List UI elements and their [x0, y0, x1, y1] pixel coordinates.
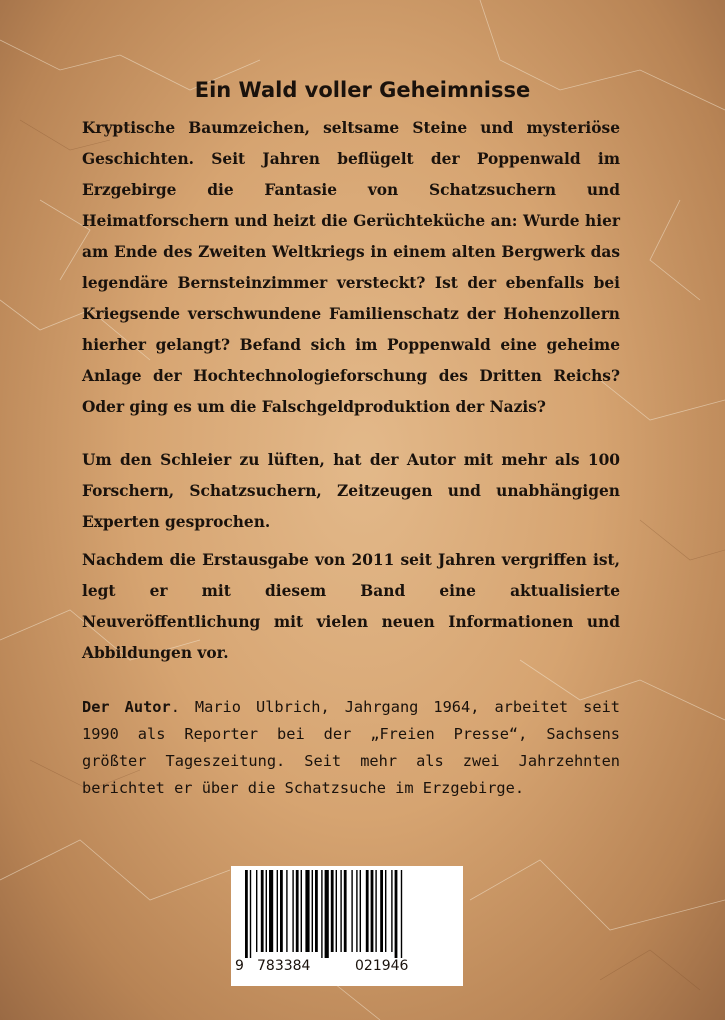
barcode-bar	[286, 870, 287, 952]
barcode-bar	[301, 870, 302, 952]
barcode-bar	[336, 870, 337, 952]
barcode-bar	[312, 870, 313, 952]
isbn-barcode	[231, 866, 463, 986]
barcode-bar	[269, 870, 273, 952]
barcode-bar	[245, 870, 248, 958]
barcode-bar	[277, 870, 278, 952]
barcode-bar	[344, 870, 347, 952]
barcode-bar	[305, 870, 309, 952]
barcode-left-group: 783384	[257, 958, 311, 974]
barcode-bar	[366, 870, 369, 952]
barcode-bar	[401, 870, 402, 958]
barcode-bar	[296, 870, 299, 952]
barcode-bar	[351, 870, 352, 952]
blurb-paragraph-2: Um den Schleier zu lüften, hat der Autor mit mehr als 100 Forschern, Schatzsuchern, Zeitzeugen und unabhängigen Experten gesprochen.	[82, 451, 620, 531]
barcode-bar	[360, 870, 361, 952]
barcode-bar	[375, 870, 376, 952]
barcode-bar	[340, 870, 341, 952]
barcode-bar	[385, 870, 386, 952]
barcode-bar	[331, 870, 334, 952]
book-blurb-title: Ein Wald voller Geheimnisse	[194, 78, 531, 102]
blurb-paragraph-1: Kryptische Baumzeichen, seltsame Steine und mysteriöse Geschichten. Seit Jahren beflügelt der Poppenwald im Erzgebirge die Fantasie von Schatzsuchern und Heimatforschern und heizt die Gerüchteküche an: Wurde hier am Ende des Zweiten Weltkriegs in einem alten Bergwerk das legendäre Bernsteinzimmer versteckt? Ist der ebenfalls bei Kriegsende verschwundene Familienschatz der Hohenzollern hierher gelangt? Befand sich im Poppenwald eine geheime Anlage der Hochtechnologieforschung des Dritten Reichs? Oder ging es um die Falschgeldproduktion der Nazis?	[82, 119, 620, 416]
barcode-bar	[280, 870, 283, 952]
barcode-bar	[325, 870, 329, 958]
barcode-bar	[315, 870, 318, 952]
barcode-right-group: 021946	[355, 958, 409, 974]
author-bio-text: . Mario Ulbrich, Jahrgang 1964, arbeitet seit 1990 als Reporter bei der „Freien Presse“, Sachsens größter Tageszeitung. Seit mehr als zwei Jahrzehnten berichtet er über die Schatzsuche im Erzgebirge.	[82, 698, 620, 797]
barcode-bars	[245, 870, 449, 958]
barcode-bar	[256, 870, 257, 952]
barcode-bar	[371, 870, 374, 952]
barcode-bar	[356, 870, 357, 952]
barcode-bar	[395, 870, 398, 958]
barcode-bar	[321, 870, 322, 958]
barcode-bar	[261, 870, 264, 952]
author-label: Der Autor	[82, 698, 171, 716]
blurb-paragraph-3: Nachdem die Erstausgabe von 2011 seit Jahren vergriffen ist, legt er mit diesem Band eine aktualisierte Neuveröffentlichung mit vielen neuen Informationen und Abbildungen vor.	[82, 551, 620, 662]
author-bio	[82, 694, 620, 802]
barcode-first-digit: 9	[235, 958, 244, 974]
barcode-bar	[250, 870, 251, 958]
barcode-bar	[380, 870, 383, 952]
barcode-bar	[266, 870, 267, 952]
barcode-bar	[292, 870, 293, 952]
barcode-bar	[391, 870, 392, 952]
